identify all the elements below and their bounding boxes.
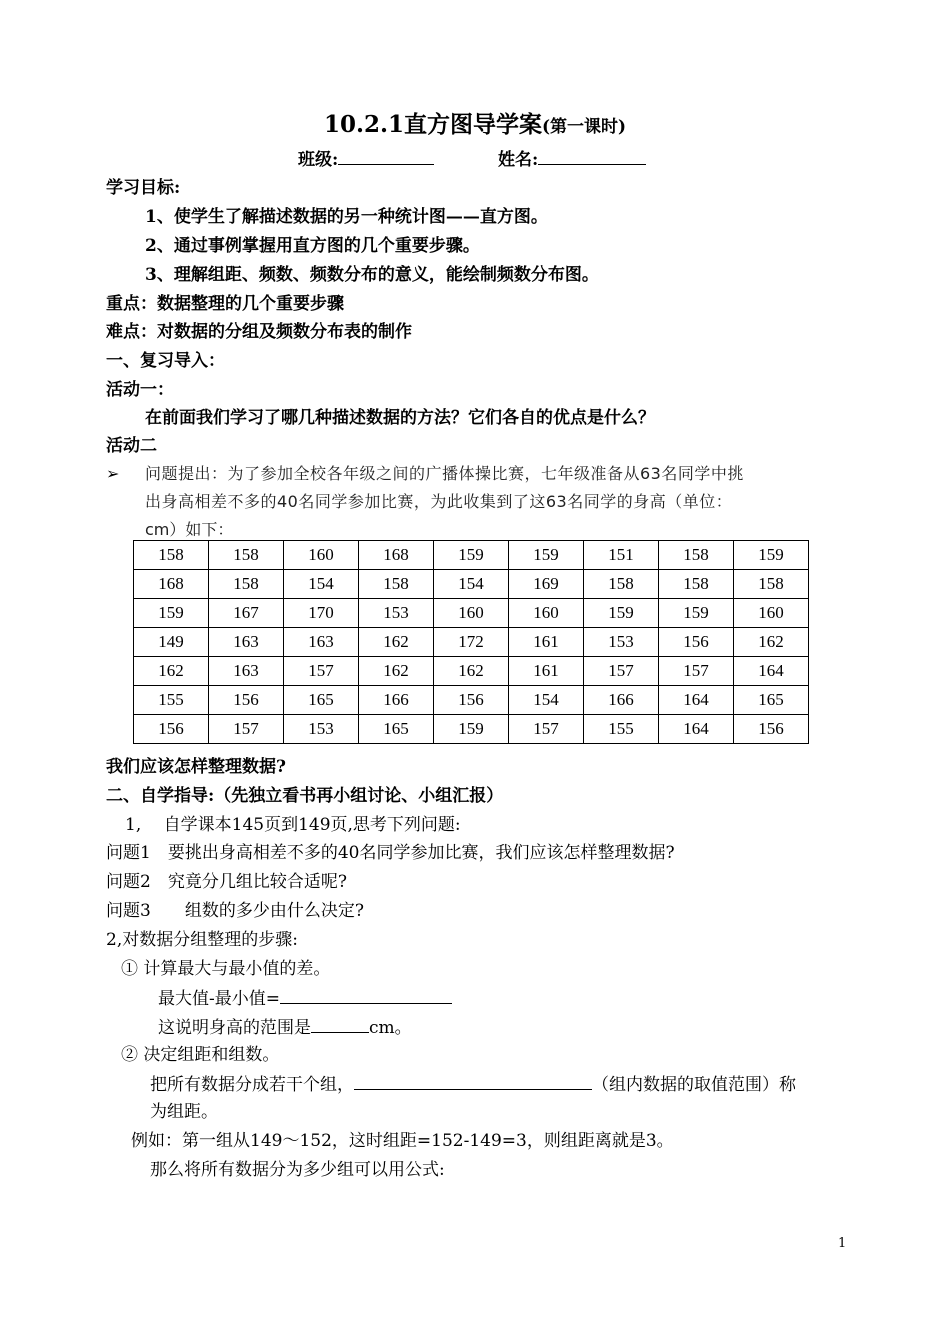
class-blank[interactable]	[338, 146, 434, 165]
table-cell: 164	[659, 715, 734, 744]
interval-blank[interactable]	[354, 1071, 592, 1090]
table-cell: 153	[284, 715, 359, 744]
objective-item: 1、使学生了解描述数据的另一种统计图——直方图。	[145, 207, 548, 227]
after-table-question: 我们应该怎样整理数据?	[106, 757, 286, 777]
problem-line: cm）如下：	[145, 520, 234, 539]
table-cell: 159	[434, 715, 509, 744]
table-cell: 155	[584, 715, 659, 744]
span-line	[158, 1014, 412, 1040]
table-cell: 149	[134, 628, 209, 657]
table-row	[134, 570, 809, 599]
activity2-label: 活动二	[106, 436, 157, 456]
question-item: 问题1 要挑出身高相差不多的40名同学参加比赛，我们应该怎样整理数据?	[106, 843, 675, 863]
step1-text: 1, 自学课本145页到149页,思考下列问题:	[125, 815, 461, 835]
table-cell: 159	[659, 599, 734, 628]
table-cell: 160	[284, 541, 359, 570]
section2-heading: 二、自学指导:（先独立看书再小组讨论、小组汇报）	[106, 786, 504, 806]
table-row	[134, 715, 809, 744]
table-cell: 166	[584, 686, 659, 715]
table-cell: 158	[659, 570, 734, 599]
table-cell: 156	[659, 628, 734, 657]
table-cell: 160	[434, 599, 509, 628]
table-cell: 159	[734, 541, 809, 570]
table-cell: 157	[659, 657, 734, 686]
interval-line	[150, 1071, 796, 1097]
table-cell: 163	[284, 628, 359, 657]
table-cell: 168	[359, 541, 434, 570]
page-number: 1	[838, 1236, 847, 1251]
title-main: 10.2.1直方图导学案	[323, 111, 542, 138]
span-label-start: 这说明身高的范围是	[158, 1018, 311, 1038]
table-cell: 162	[359, 657, 434, 686]
table-cell: 155	[134, 686, 209, 715]
table-row	[134, 541, 809, 570]
table-cell: 156	[209, 686, 284, 715]
table-row	[134, 686, 809, 715]
table-cell: 156	[734, 715, 809, 744]
table-cell: 164	[734, 657, 809, 686]
table-cell: 157	[284, 657, 359, 686]
objectives-heading: 学习目标:	[106, 178, 181, 198]
name-field	[498, 146, 646, 172]
name-blank[interactable]	[538, 146, 646, 165]
table-cell: 154	[509, 686, 584, 715]
table-cell: 166	[359, 686, 434, 715]
interval-label-end: （组内数据的取值范围）称	[592, 1075, 796, 1095]
class-field	[298, 146, 434, 172]
problem-line: 问题提出：为了参加全校各年级之间的广播体操比赛，七年级准备从63名同学中挑	[145, 464, 744, 483]
table-row	[134, 657, 809, 686]
activity1-label: 活动一：	[106, 380, 174, 400]
title-sub: (第一课时)	[541, 117, 627, 137]
activity1-question: 在前面我们学习了哪几种描述数据的方法？它们各自的优点是什么？	[145, 408, 655, 428]
table-cell: 158	[134, 541, 209, 570]
table-cell: 162	[734, 628, 809, 657]
formula-prompt: 那么将所有数据分为多少组可以用公式:	[150, 1160, 445, 1180]
section1-heading: 一、复习导入：	[106, 351, 225, 371]
table-cell: 153	[359, 599, 434, 628]
table-row	[134, 628, 809, 657]
span-blank[interactable]	[311, 1014, 369, 1033]
table-cell: 163	[209, 628, 284, 657]
table-cell: 169	[509, 570, 584, 599]
problem-line: 出身高相差不多的40名同学参加比赛，为此收集到了这63名同学的身高（单位：	[145, 492, 733, 511]
table-cell: 157	[509, 715, 584, 744]
table-cell: 159	[584, 599, 659, 628]
table-cell: 163	[209, 657, 284, 686]
step2-text: 2,对数据分组整理的步骤:	[106, 930, 298, 950]
table-cell: 158	[659, 541, 734, 570]
table-cell: 158	[209, 541, 284, 570]
page-title	[0, 108, 950, 144]
table-cell: 151	[584, 541, 659, 570]
table-cell: 165	[734, 686, 809, 715]
table-cell: 156	[434, 686, 509, 715]
name-label: 姓名:	[498, 150, 539, 170]
table-cell: 172	[434, 628, 509, 657]
table-cell: 154	[284, 570, 359, 599]
difficult-point: 难点：对数据的分组及频数分布表的制作	[106, 322, 412, 342]
table-cell: 167	[209, 599, 284, 628]
table-cell: 153	[584, 628, 659, 657]
question-item: 问题2 究竟分几组比较合适呢?	[106, 872, 347, 892]
table-cell: 162	[359, 628, 434, 657]
table-cell: 157	[584, 657, 659, 686]
interval-label-start: 把所有数据分成若干个组，	[150, 1075, 354, 1095]
table-cell: 160	[509, 599, 584, 628]
table-cell: 162	[134, 657, 209, 686]
bullet-arrow-icon: ➢	[106, 464, 120, 483]
table-cell: 156	[134, 715, 209, 744]
objective-item: 2、通过事例掌握用直方图的几个重要步骤。	[145, 236, 480, 256]
table-cell: 160	[734, 599, 809, 628]
key-point: 重点：数据整理的几个重要步骤	[106, 294, 344, 314]
table-cell: 154	[434, 570, 509, 599]
sub-step-label: ② 决定组距和组数。	[121, 1045, 280, 1065]
range-line	[158, 985, 452, 1011]
table-cell: 158	[584, 570, 659, 599]
table-cell: 165	[359, 715, 434, 744]
table-cell: 162	[434, 657, 509, 686]
table-cell: 158	[209, 570, 284, 599]
span-label-end: cm。	[369, 1018, 412, 1038]
table-cell: 159	[509, 541, 584, 570]
range-blank[interactable]	[280, 985, 452, 1004]
sub-step-label: ① 计算最大与最小值的差。	[121, 959, 331, 979]
table-row	[134, 599, 809, 628]
interval-definition: 为组距。	[150, 1102, 218, 1122]
table-cell: 168	[134, 570, 209, 599]
table-cell: 158	[734, 570, 809, 599]
table-cell: 159	[434, 541, 509, 570]
class-label: 班级:	[298, 150, 339, 170]
table-cell: 161	[509, 628, 584, 657]
question-item: 问题3 组数的多少由什么决定?	[106, 901, 364, 921]
table-cell: 164	[659, 686, 734, 715]
height-data-table	[133, 540, 809, 744]
range-label: 最大值-最小值=	[158, 989, 280, 1009]
table-cell: 165	[284, 686, 359, 715]
table-cell: 161	[509, 657, 584, 686]
objective-item: 3、理解组距、频数、频数分布的意义，能绘制频数分布图。	[145, 265, 599, 285]
table-cell: 157	[209, 715, 284, 744]
table-cell: 158	[359, 570, 434, 599]
example-text: 例如：第一组从149～152，这时组距=152-149=3，则组距离就是3。	[131, 1131, 674, 1151]
table-cell: 170	[284, 599, 359, 628]
table-cell: 159	[134, 599, 209, 628]
